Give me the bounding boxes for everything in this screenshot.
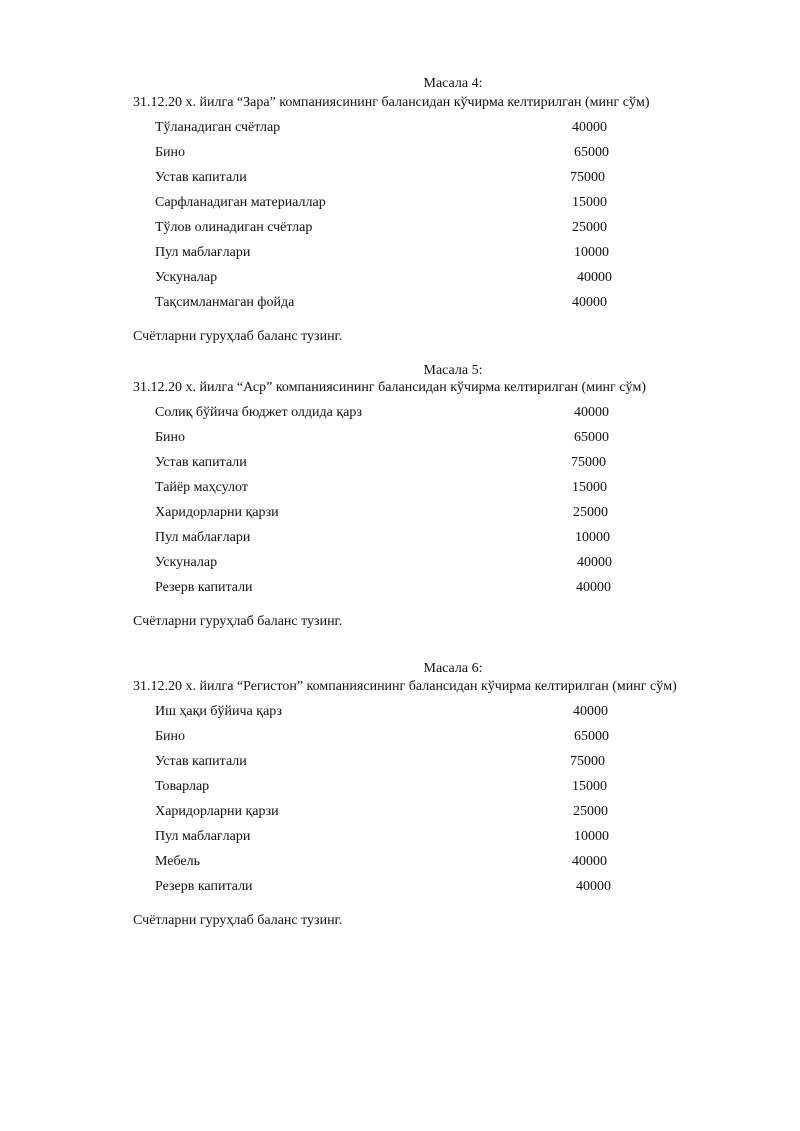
- item-value: 40000: [574, 405, 609, 420]
- list-item: [0, 555, 800, 580]
- item-label: Сарфланадиган материаллар: [155, 195, 326, 210]
- item-value: 40000: [573, 704, 608, 719]
- list-item: [0, 879, 800, 904]
- list-item: [0, 270, 800, 295]
- item-value: 65000: [574, 145, 609, 160]
- item-label: Харидорларни қарзи: [155, 505, 279, 520]
- item-label: Устав капитали: [155, 170, 247, 185]
- item-label: Харидорларни қарзи: [155, 804, 279, 819]
- item-value: 10000: [574, 829, 609, 844]
- item-value: 75000: [571, 455, 606, 470]
- list-item: [0, 220, 800, 245]
- list-item: [0, 430, 800, 455]
- problem-subtitle: 31.12.20 х. йилга “Зара” компаниясининг балансидан кўчирма келтирилган (минг сўм): [133, 95, 650, 110]
- list-item: [0, 170, 800, 195]
- item-label: Бино: [155, 729, 186, 744]
- item-value: 40000: [572, 295, 607, 310]
- problem-subtitle: 31.12.20 х. йилга “Регистон” компаниясининг балансидан кўчирма келтирилган (минг сўм): [133, 679, 677, 694]
- list-item: [0, 754, 800, 779]
- item-label: Резерв капитали: [155, 580, 253, 595]
- list-item: [0, 120, 800, 145]
- item-value: 65000: [574, 430, 609, 445]
- list-item: [0, 480, 800, 505]
- item-label: Иш ҳақи бўйича қарз: [155, 704, 282, 719]
- item-label: Резерв капитали: [155, 879, 253, 894]
- item-label: Солиқ бўйича бюджет олдида қарз: [155, 405, 363, 420]
- item-value: 15000: [572, 195, 607, 210]
- list-item: [0, 829, 800, 854]
- item-value: 40000: [577, 270, 612, 285]
- list-item: [0, 505, 800, 530]
- item-label: Пул маблағлари: [155, 530, 251, 545]
- item-label: Тақсимланмаган фойда: [155, 295, 295, 310]
- item-value: 40000: [572, 854, 607, 869]
- item-value: 75000: [570, 754, 605, 769]
- item-label: Мебель: [155, 854, 201, 869]
- item-label: Пул маблағлари: [155, 829, 251, 844]
- item-label: Ускуналар: [155, 270, 218, 285]
- list-item: [0, 405, 800, 430]
- list-item: [0, 779, 800, 804]
- list-item: [0, 145, 800, 170]
- problem-title: Масала 5:: [423, 363, 483, 378]
- list-item: [0, 530, 800, 555]
- item-label: Тўлов олинадиган счётлар: [155, 220, 313, 235]
- item-label: Ускуналар: [155, 555, 218, 570]
- instruction-text: Счётларни гуруҳлаб баланс тузинг.: [133, 614, 343, 629]
- item-label: Бино: [155, 145, 186, 160]
- item-label: Бино: [155, 430, 186, 445]
- item-value: 25000: [573, 804, 608, 819]
- problem-title: Масала 4:: [423, 76, 483, 91]
- item-value: 65000: [574, 729, 609, 744]
- problem-title: Масала 6:: [423, 661, 483, 676]
- list-item: [0, 804, 800, 829]
- list-item: [0, 245, 800, 270]
- item-value: 40000: [577, 555, 612, 570]
- list-item: [0, 580, 800, 605]
- item-value: 15000: [572, 779, 607, 794]
- list-item: [0, 854, 800, 879]
- item-value: 40000: [576, 580, 611, 595]
- item-value: 40000: [572, 120, 607, 135]
- item-label: Устав капитали: [155, 754, 247, 769]
- item-value: 10000: [575, 530, 610, 545]
- item-label: Тўланадиган счётлар: [155, 120, 281, 135]
- item-label: Пул маблағлари: [155, 245, 251, 260]
- item-label: Устав капитали: [155, 455, 247, 470]
- list-item: [0, 455, 800, 480]
- instruction-text: Счётларни гуруҳлаб баланс тузинг.: [133, 913, 343, 928]
- problem-subtitle: 31.12.20 х. йилга “Аср” компаниясининг балансидан кўчирма келтирилган (минг сўм): [133, 380, 647, 395]
- list-item: [0, 729, 800, 754]
- item-value: 10000: [574, 245, 609, 260]
- item-value: 25000: [573, 505, 608, 520]
- instruction-text: Счётларни гуруҳлаб баланс тузинг.: [133, 329, 343, 344]
- item-value: 40000: [576, 879, 611, 894]
- item-value: 75000: [570, 170, 605, 185]
- list-item: [0, 704, 800, 729]
- item-value: 25000: [572, 220, 607, 235]
- list-item: [0, 195, 800, 220]
- item-label: Товарлар: [155, 779, 210, 794]
- list-item: [0, 295, 800, 320]
- item-label: Тайёр маҳсулот: [155, 480, 248, 495]
- item-value: 15000: [572, 480, 607, 495]
